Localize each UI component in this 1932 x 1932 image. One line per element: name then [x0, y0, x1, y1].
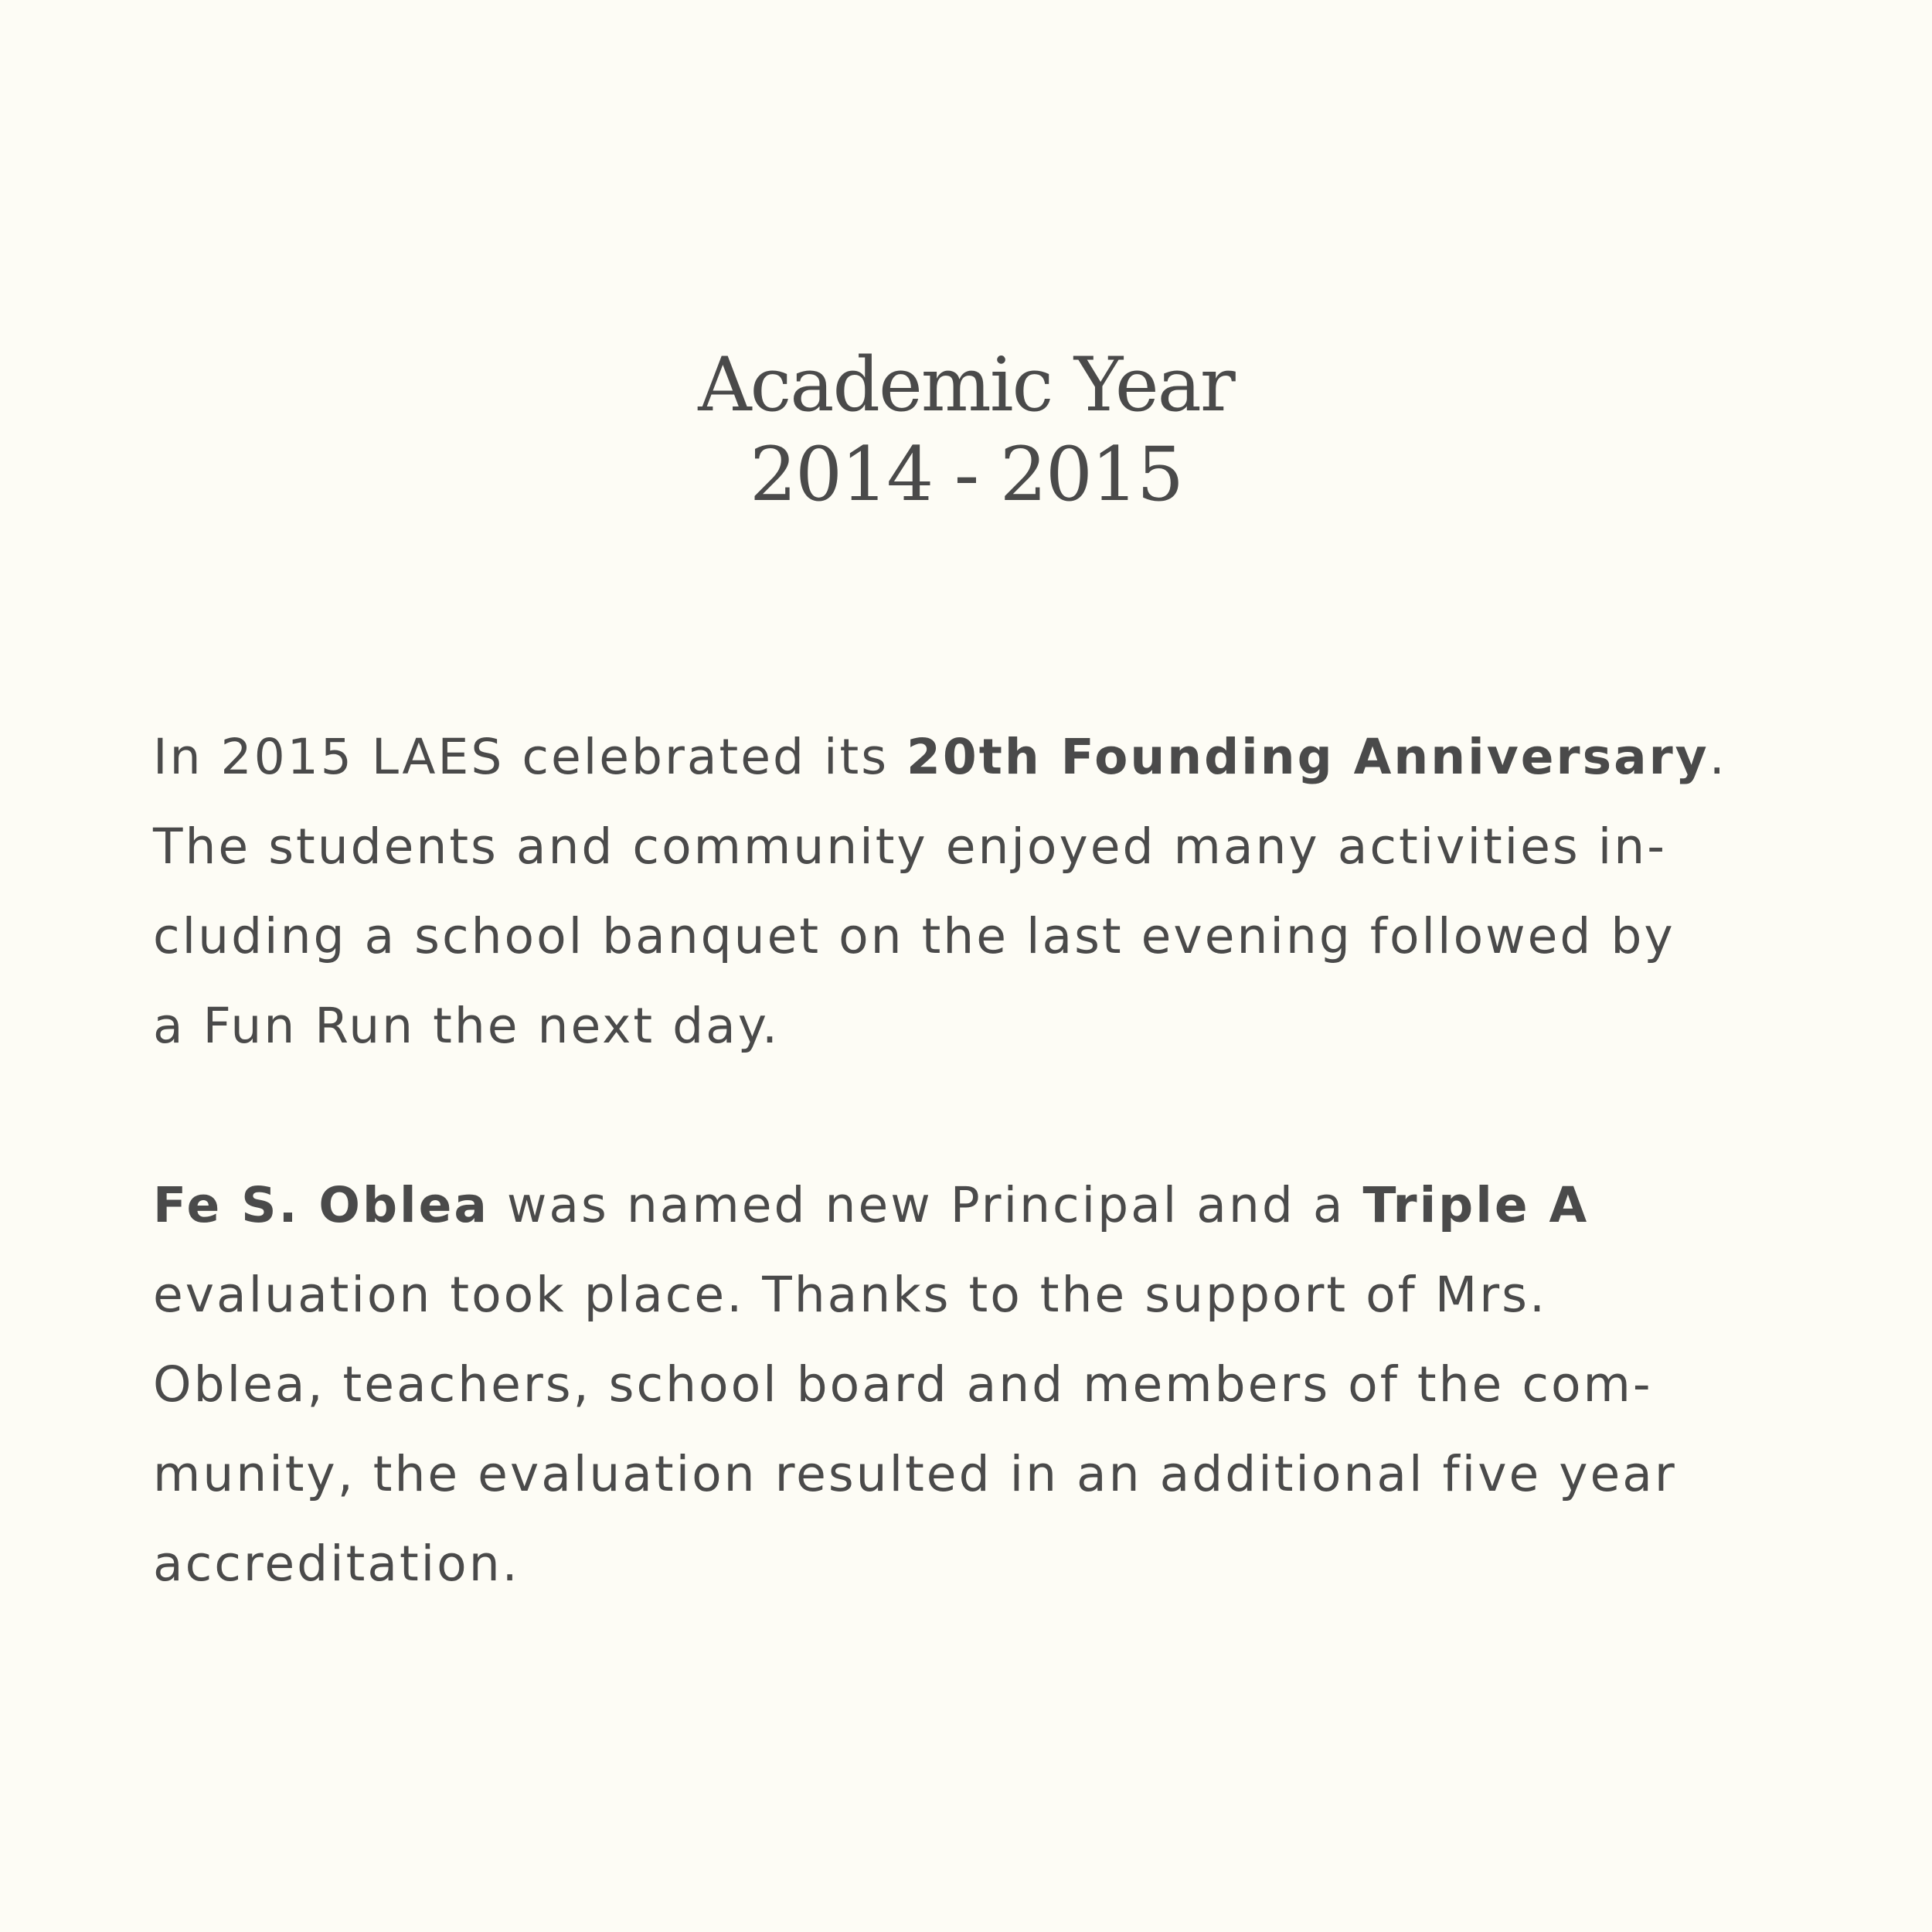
paragraph-line: a Fun Run the next day.: [153, 998, 781, 1054]
text-run: .: [1709, 729, 1727, 785]
paragraph-line: [153, 1161, 1815, 1250]
paragraph-line: cluding a school banquet on the last evening followed by: [153, 908, 1675, 964]
paragraph-principal: [153, 1161, 1815, 1609]
paragraph-line: Oblea, teachers, school board and members of the com-: [153, 1356, 1653, 1413]
paragraph-line: The students and community enjoyed many activities in-: [153, 818, 1667, 875]
text-run: was named new Principal and a: [488, 1177, 1363, 1233]
paragraph-line: evaluation took place. Thanks to the support of Mrs.: [153, 1267, 1547, 1323]
bold-triple-a: Triple A: [1362, 1177, 1590, 1233]
bold-principal-name: Fe S. Oblea: [153, 1177, 489, 1233]
paragraph-line: accreditation.: [153, 1536, 520, 1592]
title-line-years: 2014 - 2015: [749, 431, 1183, 518]
paragraph-line: munity, the evaluation resulted in an additional five year: [153, 1446, 1677, 1502]
paragraph-anniversary: [153, 713, 1815, 1071]
title-line-academic-year: Academic Year: [698, 342, 1234, 428]
bold-anniversary: 20th Founding Anniversary: [906, 729, 1709, 785]
text-run: In 2015 LAES celebrated its: [153, 729, 907, 785]
paragraph-line: [153, 713, 1815, 802]
page-title: [0, 340, 1932, 519]
